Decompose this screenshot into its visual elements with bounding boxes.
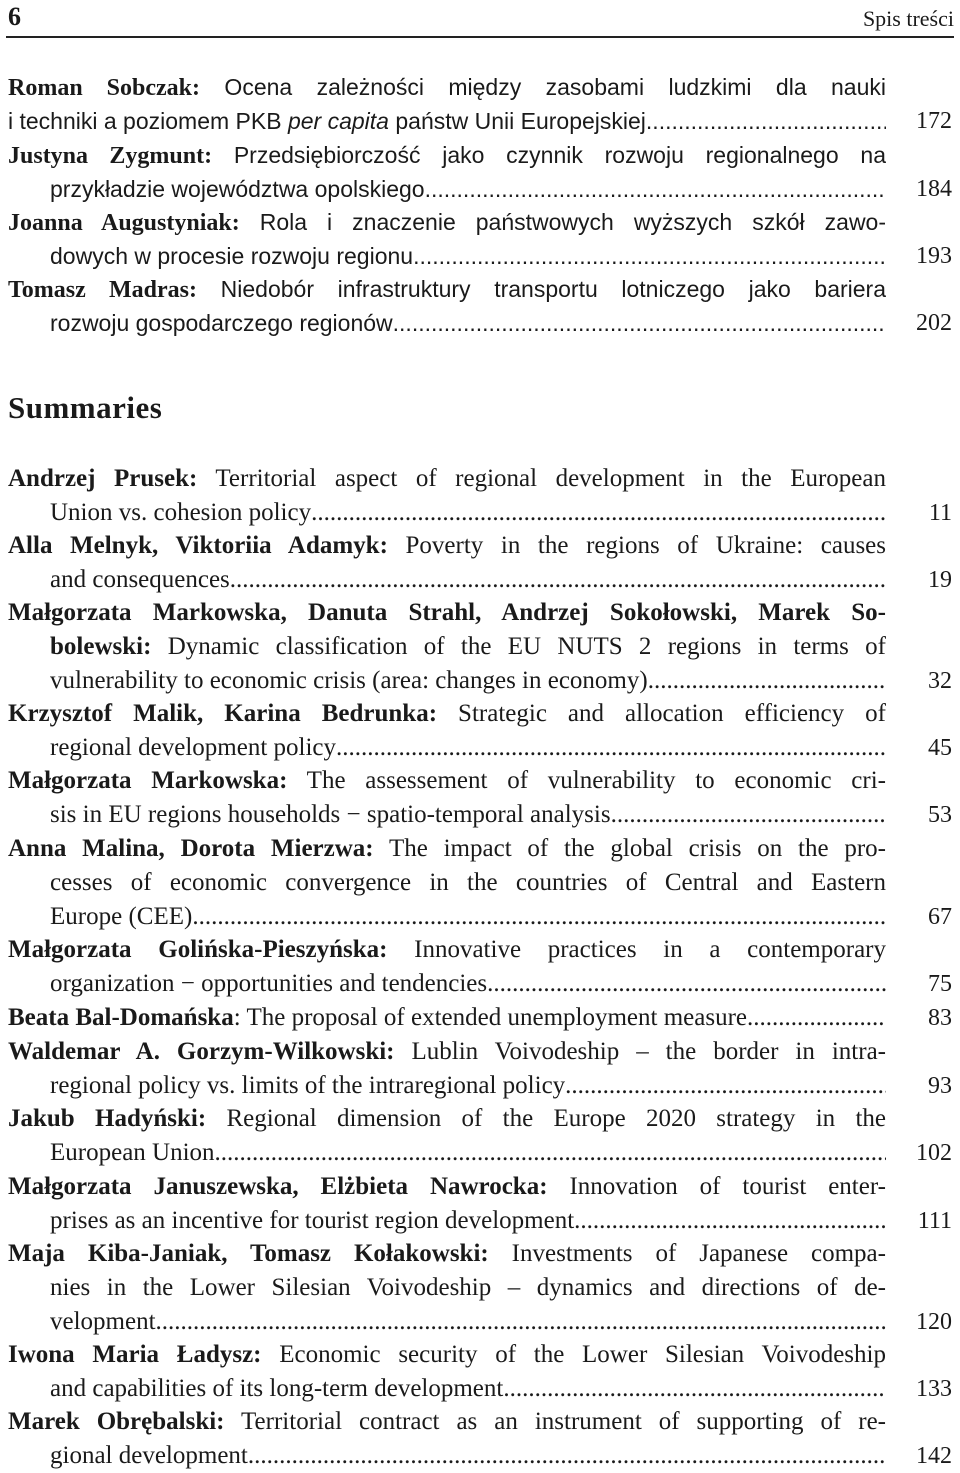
leader-dots — [648, 664, 886, 698]
entry-title: Dynamic classification of the EU NUTS 2 regions in terms of — [151, 633, 886, 660]
entry-title: Niedobór infrastruktury transportu lotniczego jako bariera — [197, 276, 886, 302]
entry-author: Małgorzata Golińska-Pieszyńska: — [8, 936, 388, 963]
entry-title: cesses of economic convergence in the countries of Central and Eastern — [50, 869, 886, 896]
entry-author: Alla Melnyk, Viktoriia Adamyk: — [8, 532, 388, 559]
entry-title: and capabilities of its long-term development — [50, 1375, 504, 1402]
entry-page-number: 193 — [916, 243, 952, 269]
entry-title: Ocena zależności między zasobami ludzkimi dla nauki — [200, 74, 886, 100]
entry-title: Investments of Japanese compa- — [488, 1240, 886, 1267]
entry-page-number: 184 — [916, 176, 952, 202]
leader-dots — [336, 731, 886, 765]
entry-page-number: 67 — [928, 904, 952, 930]
entry-title: Europe (CEE) — [50, 903, 193, 930]
entry-author: Krzysztof Malik, Karina Bedrunka: — [8, 700, 438, 727]
entry-author: Beata Bal-Domańska — [8, 1004, 234, 1031]
entry-title: regional policy vs. limits of the intraregional policy — [50, 1072, 566, 1099]
leader-dots — [192, 900, 886, 934]
toc-entry — [8, 697, 956, 765]
entry-title: Territorial contract as an instrument of supporting of re- — [224, 1408, 886, 1435]
entry-title: prises as an incentive for tourist region development — [50, 1207, 575, 1234]
entry-title: nies in the Lower Silesian Voivodeship – dynamics and directions of de- — [50, 1274, 886, 1301]
entry-title: Innovation of tourist enter- — [547, 1173, 886, 1200]
toc-entry — [8, 462, 956, 530]
entry-title: regional development policy — [50, 734, 337, 761]
entry-page-number: 133 — [916, 1376, 952, 1402]
entry-author: Justyna Zygmunt: — [8, 143, 213, 169]
entry-author: bolewski: — [50, 633, 152, 660]
toc-entry — [8, 272, 956, 340]
toc-entry — [8, 205, 956, 273]
entry-page-number: 102 — [916, 1140, 952, 1166]
entry-title: dowych w procesie rozwoju regionu — [50, 243, 414, 269]
entry-author: Małgorzata Januszewska, Elżbieta Nawrocka: — [8, 1173, 548, 1200]
entry-page-number: 111 — [917, 1208, 952, 1234]
entry-title: i techniki a poziomem PKB — [8, 108, 288, 134]
toc-entry — [8, 529, 956, 597]
entry-title: Territorial aspect of regional development in the European — [197, 465, 886, 492]
entry-page-number: 93 — [928, 1073, 952, 1099]
entry-author: Roman Sobczak: — [8, 75, 201, 101]
toc-entry — [8, 832, 956, 934]
entry-title: The impact of the global crisis on the pro- — [373, 835, 886, 862]
entry-title: Regional dimension of the Europe 2020 strategy in the — [206, 1105, 886, 1132]
entry-page-number: 172 — [916, 108, 952, 134]
entry-title: Lublin Voivodeship – the border in intra- — [394, 1038, 886, 1065]
entry-title: przykładzie województwa opolskiego — [50, 176, 425, 202]
leader-dots — [156, 1305, 886, 1339]
entry-author: Małgorzata Markowska: — [8, 767, 288, 794]
leader-dots — [646, 104, 886, 138]
entry-author: Joanna Augustyniak: — [8, 210, 240, 236]
entry-page-number: 83 — [928, 1005, 952, 1031]
leader-dots — [487, 967, 886, 1001]
entry-page-number: 142 — [916, 1443, 952, 1469]
page-header — [6, 0, 954, 38]
toc-entry — [8, 1170, 956, 1238]
entry-author: Anna Malina, Dorota Mierzwa: — [8, 835, 374, 862]
leader-dots — [413, 239, 886, 273]
entry-title-italic: per capita — [287, 108, 389, 134]
entry-page-number: 19 — [928, 567, 952, 593]
entry-page-number: 75 — [928, 971, 952, 997]
entry-author: Marek Obrębalski: — [8, 1408, 225, 1435]
toc-entry — [8, 1237, 956, 1339]
entry-title: rozwoju gospodarczego regionów — [50, 310, 393, 336]
entry-title: państw Unii Europejskiej — [388, 108, 646, 134]
entry-title: organization − opportunities and tendencies — [50, 970, 488, 997]
toc-entry — [8, 1405, 956, 1473]
entry-page-number: 120 — [916, 1309, 952, 1335]
entry-title: The assessement of vulnerability to economic cri- — [287, 767, 886, 794]
toc-entry — [8, 1338, 956, 1406]
entry-title: vulnerability to economic crisis (area: changes in economy) — [50, 667, 648, 694]
entry-page-number: 45 — [928, 735, 952, 761]
toc-entry — [8, 138, 956, 206]
entry-title: Strategic and allocation efficiency of — [437, 700, 886, 727]
entry-title: and consequences — [50, 566, 230, 593]
page-number: 6 — [8, 2, 21, 31]
entry-title: European Union — [50, 1139, 215, 1166]
toc-entry — [8, 596, 956, 698]
entry-title: : The proposal of extended unemployment measure — [233, 1004, 747, 1031]
leader-dots — [611, 798, 886, 832]
entry-page-number: 202 — [916, 310, 952, 336]
entry-author: Małgorzata Markowska, Danuta Strahl, Andrzej Sokołowski, Marek So- — [8, 599, 886, 626]
entry-page-number: 11 — [928, 500, 952, 526]
leader-dots — [747, 1001, 886, 1035]
running-head: Spis treści — [862, 6, 954, 31]
toc-entry — [8, 764, 956, 832]
entry-title: Economic security of the Lower Silesian Voivodeship — [261, 1341, 886, 1368]
entry-page-number: 53 — [928, 802, 952, 828]
leader-dots — [230, 563, 886, 597]
entry-title: velopment — [50, 1308, 156, 1335]
entry-author: Andrzej Prusek: — [8, 465, 198, 492]
entry-title: Rola i znaczenie państwowych wyższych szkół zawo- — [239, 209, 886, 235]
toc-entry — [8, 70, 956, 138]
entry-title: gional development — [50, 1442, 248, 1469]
entry-author: Tomasz Madras: — [8, 277, 198, 303]
entry-title: Innovative practices in a contemporary — [387, 936, 886, 963]
leader-dots — [565, 1069, 886, 1103]
entry-author: Jakub Hadyński: — [8, 1105, 207, 1132]
toc-entry — [8, 1102, 956, 1170]
entry-title: Przedsiębiorczość jako czynnik rozwoju regionalnego na — [212, 142, 886, 168]
entry-author: Iwona Maria Ładysz: — [8, 1341, 262, 1368]
entry-title: sis in EU regions households − spatio-temporal analysis — [50, 801, 611, 828]
entry-author: Waldemar A. Gorzym-Wilkowski: — [8, 1038, 395, 1065]
entry-author: Maja Kiba-Janiak, Tomasz Kołakowski: — [8, 1240, 489, 1267]
leader-dots — [311, 496, 886, 530]
leader-dots — [425, 172, 886, 206]
leader-dots — [215, 1136, 886, 1170]
toc-entry — [8, 1035, 956, 1103]
leader-dots — [248, 1439, 886, 1473]
entry-title: Poverty in the regions of Ukraine: causes — [387, 532, 886, 559]
leader-dots — [393, 306, 886, 340]
entry-title: Union vs. cohesion policy — [50, 499, 312, 526]
toc-entry — [8, 933, 956, 1001]
entry-page-number: 32 — [928, 668, 952, 694]
section-title: Summaries — [8, 390, 163, 425]
leader-dots — [574, 1204, 886, 1238]
toc-entry — [8, 1001, 956, 1035]
leader-dots — [503, 1372, 886, 1406]
